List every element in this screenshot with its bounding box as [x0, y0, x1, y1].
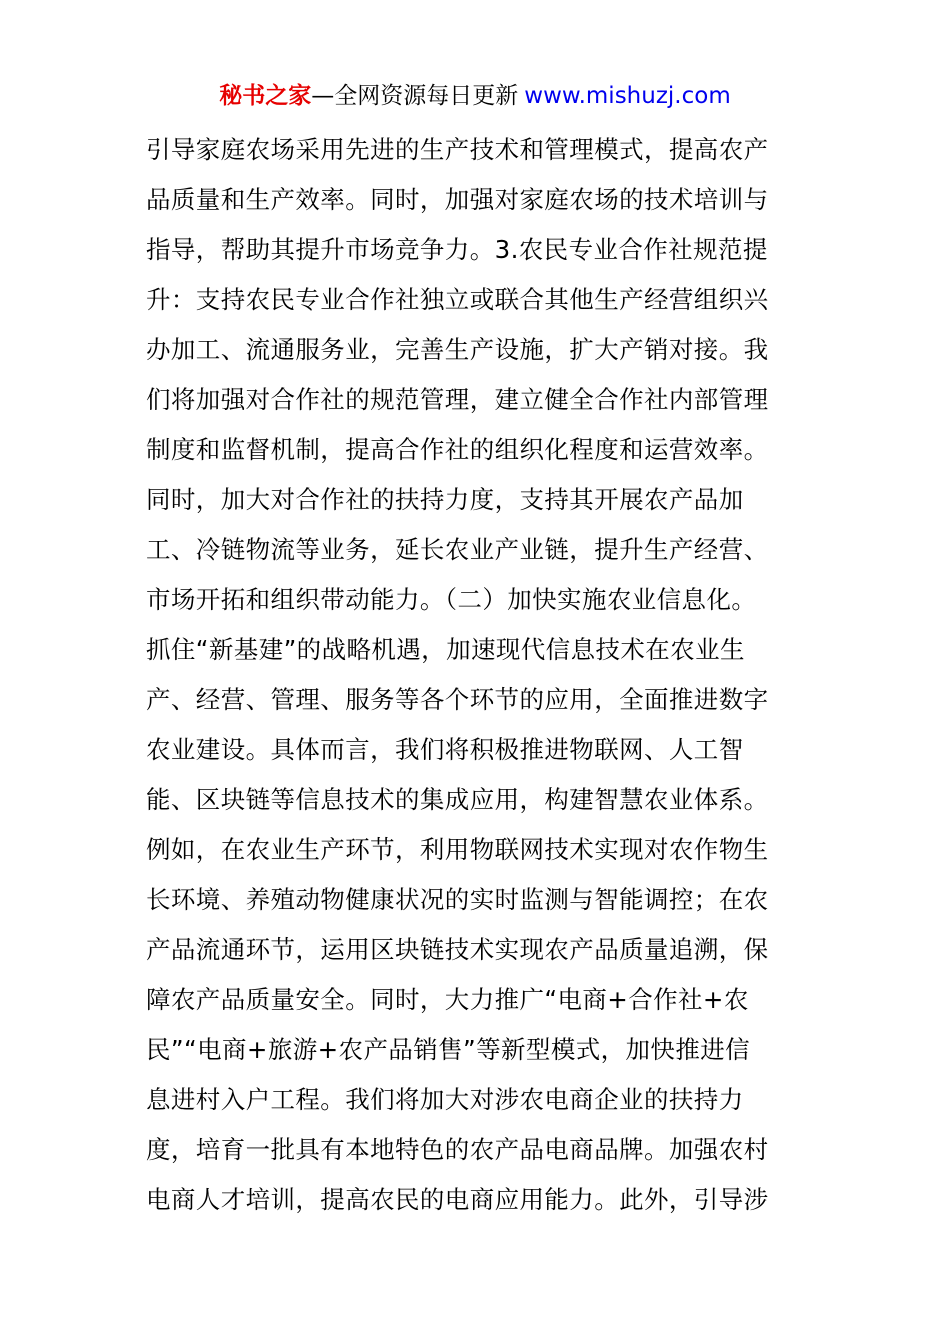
body-line: 农业建设。具体而言，我们将积极推进物联网、人工智	[146, 735, 744, 764]
body-line: 障农产品质量安全。同时，大力推广“电商+合作社+农	[146, 985, 749, 1014]
page-header	[0, 80, 950, 112]
site-tagline: —全网资源每日更新	[311, 83, 519, 109]
body-line: 办加工、流通服务业，完善生产设施，扩大产销对接。我	[146, 335, 769, 364]
body-line: 产品流通环节，运用区块链技术实现农产品质量追溯，保	[146, 935, 769, 964]
body-line: 引导家庭农场采用先进的生产技术和管理模式，提高农产	[146, 135, 769, 164]
body-line: 工、冷链物流等业务，延长农业产业链，提升生产经营、	[146, 535, 769, 564]
body-line: 制度和监督机制，提高合作社的组织化程度和运营效率。	[146, 435, 769, 464]
body-line: 度，培育一批具有本地特色的农产品电商品牌。加强农村	[146, 1135, 769, 1164]
body-line: 品质量和生产效率。同时，加强对家庭农场的技术培训与	[146, 185, 769, 214]
body-line: 能、区块链等信息技术的集成应用，构建智慧农业体系。	[146, 785, 769, 814]
body-line: 抓住“新基建”的战略机遇，加速现代信息技术在农业生	[146, 635, 745, 664]
body-line: 民”“电商+旅游+农产品销售”等新型模式，加快推进信	[146, 1035, 751, 1064]
body-line: 同时，加大对合作社的扶持力度，支持其开展农产品加	[146, 485, 744, 514]
body-line: 息进村入户工程。我们将加大对涉农电商企业的扶持力	[146, 1085, 744, 1114]
body-line: 电商人才培训，提高农民的电商应用能力。此外，引导涉	[146, 1185, 769, 1214]
body-line: 市场开拓和组织带动能力。（二）加快实施农业信息化。	[146, 585, 757, 614]
body-line: 升：支持农民专业合作社独立或联合其他生产经营组织兴	[146, 285, 769, 314]
body-line: 产、经营、管理、服务等各个环节的应用，全面推进数字	[146, 685, 769, 714]
body-line: 长环境、养殖动物健康状况的实时监测与智能调控；在农	[146, 885, 769, 914]
document-body	[146, 125, 826, 1225]
body-line: 例如，在农业生产环节，利用物联网技术实现对农作物生	[146, 835, 769, 864]
site-brand: 秘书之家	[219, 83, 312, 109]
body-line: 指导，帮助其提升市场竞争力。3.农民专业合作社规范提	[146, 235, 768, 264]
body-line: 们将加强对合作社的规范管理，建立健全合作社内部管理	[146, 385, 769, 414]
site-url-link[interactable]: www.mishuzj.com	[524, 83, 731, 109]
